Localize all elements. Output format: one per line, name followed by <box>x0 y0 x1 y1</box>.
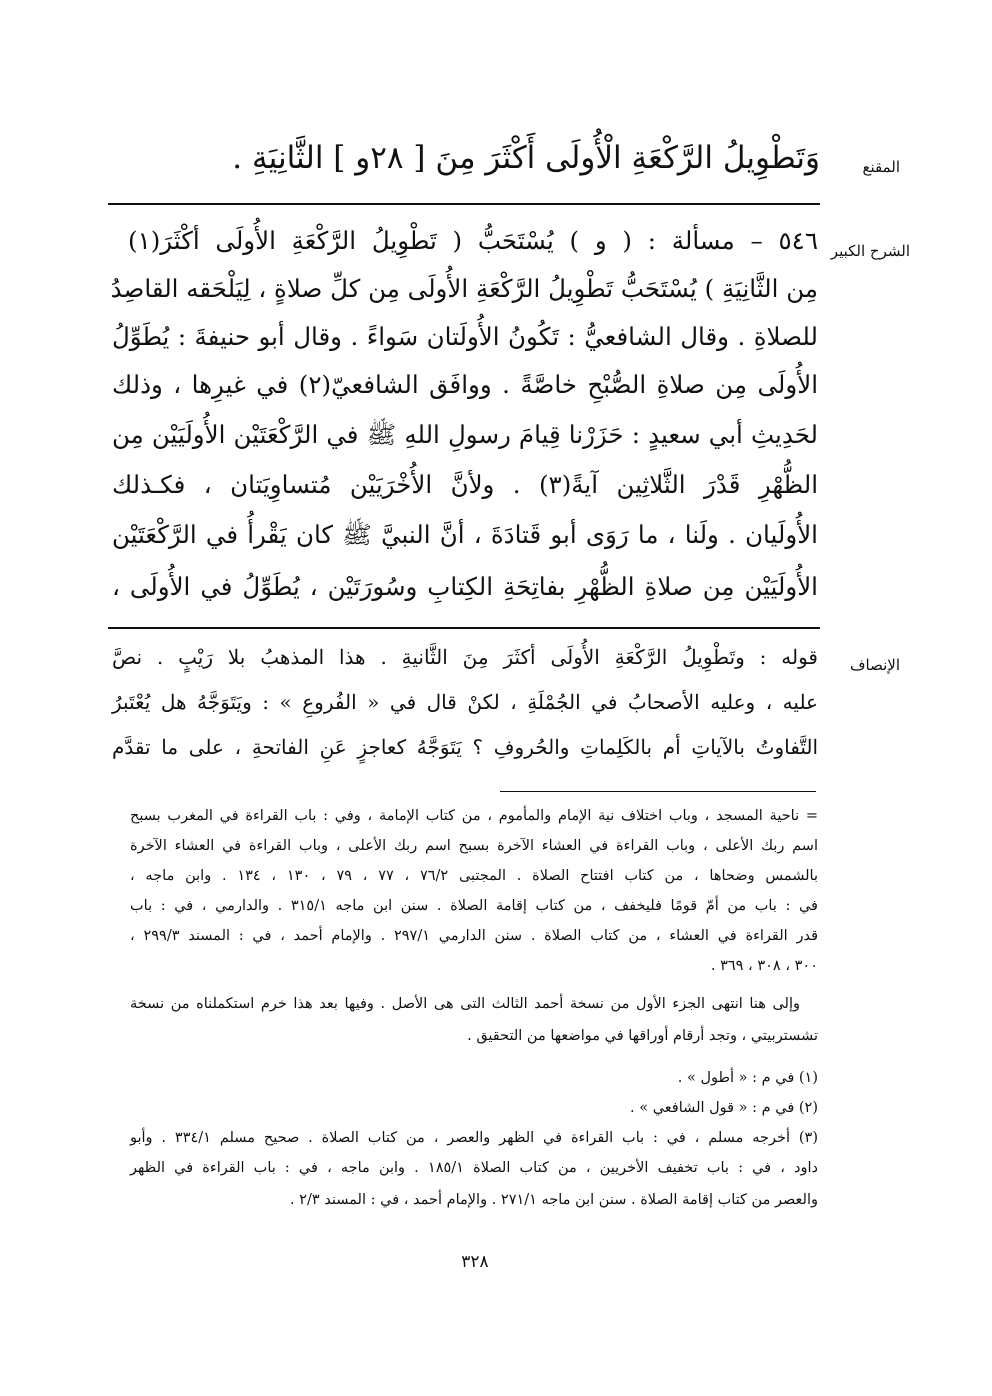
insaf-line: التَّفاوتُ بالآياتِ أم بالكَلِماتِ والحُروفِ ؟ يَتَوَجَّهُ كعاجزٍ عَنِ الفاتحةِ ، على ما تقدَّم <box>112 735 818 759</box>
sharh-line: لحَدِيثِ أبي سعيدٍ : حَزَرْنا قِيامَ رسولِ اللهِ ﷺ في الرَّكْعَتَيْن الأُولَيَيْن مِن <box>112 420 818 449</box>
footnote-line: في : باب من أمّ قومًا فليخفف ، من كتاب إقامة الصلاة . سنن ابن ماجه ٣١٥/١ . والدارمي ، في : باب <box>130 898 818 914</box>
insaf-line: قوله : وتَطْوِيلُ الرَّكْعَةِ الأُولَى أكثَرَ مِنَ الثَّانيةِ . هذا المذهبُ بلا رَيْبٍ . نصَّ <box>112 645 818 669</box>
sharh-line: الظُّهْرِ قَدْرَ الثَّلاثِين آيةً(٣) . ولأنَّ الأُخْرَيَيْن مُتساوِيَتان ، فكـذلك <box>112 470 818 499</box>
footnote-2: (٢) في م : « قول الشافعي » . <box>630 1100 818 1116</box>
footnote-1: (١) في م : « أطول » . <box>677 1070 818 1086</box>
sharh-line: الأُولَى مِن صلاةِ الصُّبْحِ خاصَّةً . ووافَق الشافعيّ(٢) في غيرِها ، وذلك <box>112 370 819 399</box>
sharh-rule <box>108 627 820 629</box>
footnote-line: تشستربيتي ، وتجد أرقام أوراقها في مواضعها من التحقيق . <box>467 1028 818 1044</box>
sharh-label: الشرح الكبير <box>830 242 910 260</box>
footnote-line: اسم ربك الأعلى ، وباب القراءة في العشاء الآخرة بسبح اسم ربك الأعلى ، وباب القراءة في العشاء الآخرة <box>130 838 818 854</box>
sharh-line: الأُولَيَيْن مِن صلاةِ الظُّهْرِ بفاتِحَةِ الكِتابِ وسُورَتَيْن ، يُطَوِّلُ في الأُولَى ، <box>112 572 818 601</box>
footnote-3: (٣) أخرجه مسلم ، في : باب القراءة في الظهر والعصر ، من كتاب الصلاة . صحيح مسلم ٣٣٤/١ . وأبو <box>130 1130 818 1146</box>
footnote-line: وإلى هنا انتهى الجزء الأول من نسخة أحمد الثالث التى هى الأصل . وفيها بعد هذا خرم استكملناه من نسخة <box>130 996 800 1012</box>
page-number: ٣٢٨ <box>461 1252 489 1272</box>
muqni-label: المقنع <box>862 158 900 176</box>
muqni-text: وَتَطْوِيلُ الرَّكْعَةِ الْأُولَى أَكْثَرَ مِنَ [ ٢٨و ] الثَّانِيَةِ . <box>232 140 820 176</box>
sharh-line: للصلاةِ . وقال الشافعيُّ : تَكُونُ الأُولَتان سَواءً . وقال أبو حنيفةَ : يُطَوِّلُ <box>112 322 818 351</box>
header-rule <box>108 203 820 205</box>
footnote-line: والعصر من كتاب إقامة الصلاة . سنن ابن ماجه ٢٧١/١ . والإمام أحمد ، في : المسند ٢/٣ . <box>289 1192 818 1208</box>
insaf-label: الإنصاف <box>849 656 900 674</box>
sharh-line: ٥٤٦ – مسألة : ( و ) يُسْتَحَبُّ ( تَطْوِيلُ الرَّكْعَةِ الأُولَى أكْثَرَ(١) <box>128 226 818 255</box>
footnote-line: داود ، في : باب تخفيف الأخريين ، من كتاب الصلاة ١٨٥/١ . وابن ماجه ، في : باب القراءة في الظهر <box>130 1160 818 1176</box>
insaf-line: عليه ، وعليه الأصحابُ في الجُمْلَةِ ، لكنْ قال في « الفُروعِ » : ويَتَوَجَّهُ هل يُعْتَبرُ <box>112 690 818 714</box>
sharh-line: الأُولَيان . ولَنا ، ما رَوَى أبو قَتادَةَ ، أنَّ النبيَّ ﷺ كان يَقْرأُ في الرَّكْعَتَيْن <box>112 520 818 549</box>
footnote-line: بالشمس وضحاها ، من كتاب افتتاح الصلاة . المجتبى ٧٦/٢ ، ٧٧ ، ٧٩ ، ١٣٠ ، ١٣٤ . وابن ماجه ، <box>130 868 819 884</box>
footnote-line: قدر القراءة في العشاء ، من كتاب الصلاة . سنن الدارمي ٢٩٧/١ . والإمام أحمد ، في : المسند ٢٩٩/٣ ، <box>130 928 819 944</box>
footnote-rule <box>500 791 816 792</box>
sharh-line: مِن الثَّانِيَةِ ) يُسْتَحَبُّ تَطْوِيلُ الرَّكْعَةِ الأُولَى مِن كلِّ صلاةٍ ، لِيَلْحَقه القاصِدُ <box>110 274 818 303</box>
footnote-line: = ناحية المسجد ، وباب اختلاف نية الإمام والمأموم ، من كتاب الإمامة ، وفي : باب القراءة في المغرب بسبح <box>130 808 818 824</box>
footnote-line: ٣٠٠ ، ٣٠٨ ، ٣٦٩ . <box>710 958 818 974</box>
